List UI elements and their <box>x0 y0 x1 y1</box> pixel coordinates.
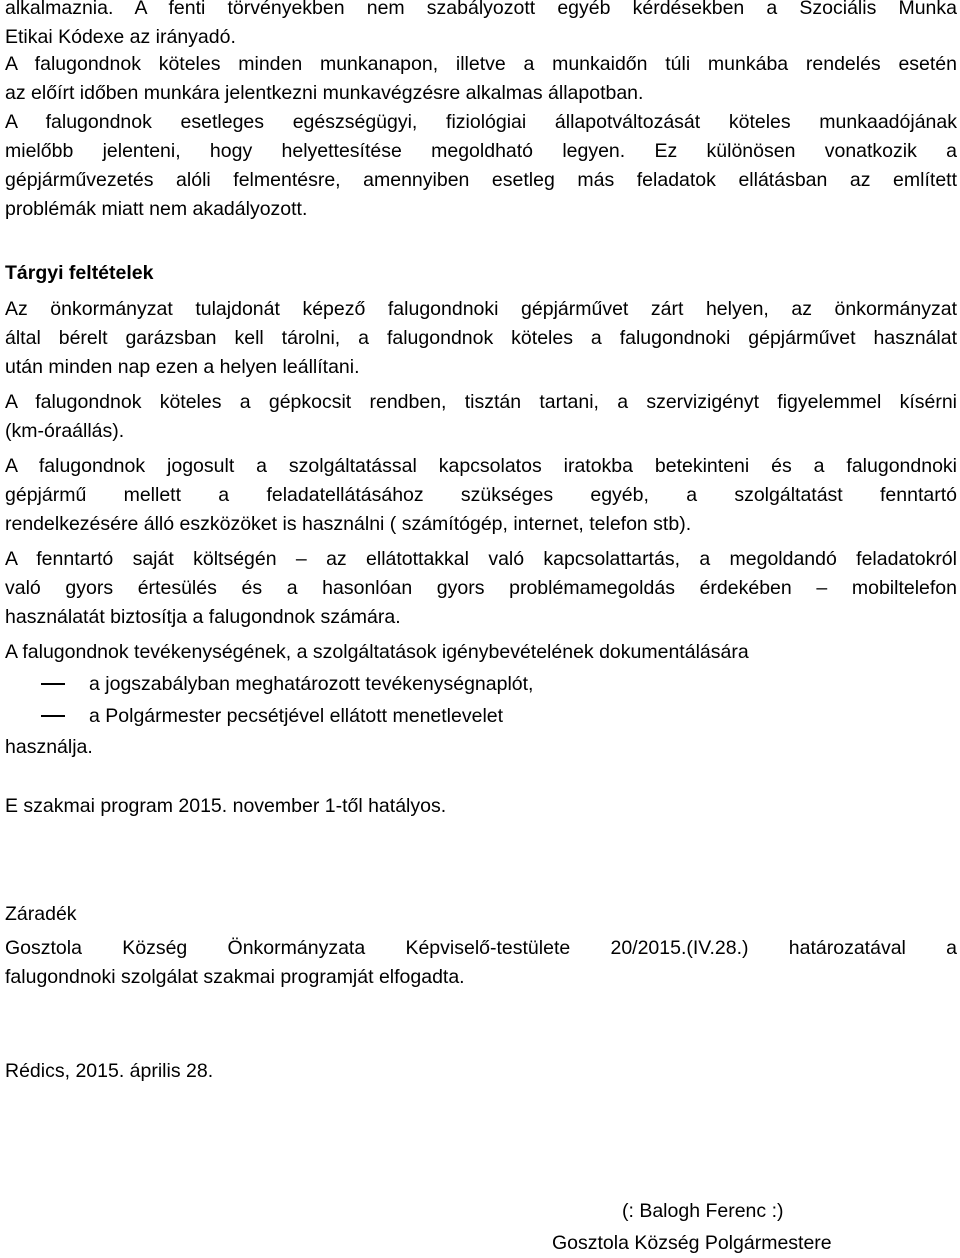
text-line: Az önkormányzat tulajdonát képező falugondnoki gépjárművet zárt helyen, az önkormányzat <box>5 298 957 320</box>
intro-paragraph-2 <box>5 50 957 108</box>
section-paragraph-6: használja. <box>5 736 93 758</box>
place-date: Rédics, 2015. április 28. <box>5 1060 214 1082</box>
text-line: A fenntartó saját költségén – az ellátottakkal való kapcsolattartás, a megoldandó feladatokról <box>5 548 957 570</box>
clause-title: Záradék <box>5 903 77 925</box>
effective-date: E szakmai program 2015. november 1-től hatályos. <box>5 795 447 817</box>
text-line: falugondnoki szolgálat szakmai programját elfogadta. <box>5 966 465 988</box>
text-line: az előírt időben munkára jelentkezni munkavégzésre alkalmas állapotban. <box>5 82 644 104</box>
text-line: által bérelt garázsban kell tárolni, a falugondnok köteles a falugondnoki gépjárművet használat <box>5 327 957 349</box>
section-paragraph-3 <box>5 452 957 539</box>
dash-bullet-icon <box>41 683 65 685</box>
text-line: A falugondnok köteles minden munkanapon, illetve a munkaidőn túli munkába rendelés esetén <box>5 53 957 75</box>
text-line: után minden nap ezen a helyen leállítani. <box>5 356 360 378</box>
documentation-list <box>5 668 957 732</box>
text-line: Etikai Kódexe az irányadó. <box>5 26 236 48</box>
text-line: használatát biztosítja a falugondnok számára. <box>5 606 401 628</box>
text-line: problémák miatt nem akadályozott. <box>5 198 308 220</box>
section-paragraph-2 <box>5 388 957 446</box>
text-line: való gyors értesülés és a hasonlóan gyors problémamegoldás érdekében – mobiltelefon <box>5 577 957 599</box>
section-heading: Tárgyi feltételek <box>5 262 154 284</box>
text-line: alkalmaznia. A fenti törvényekben nem szabályozott egyéb kérdésekben a Szociális Munka <box>5 0 957 19</box>
clause-text <box>5 934 957 992</box>
text-line: rendelkezésére álló eszközöket is használni ( számítógép, internet, telefon stb). <box>5 513 692 535</box>
list-item <box>5 700 957 732</box>
text-line: gépjármű mellett a feladatellátásához szükséges egyéb, a szolgáltatást fenntartó <box>5 484 957 506</box>
document-body <box>5 0 957 1086</box>
list-item-text: a Polgármester pecsétjével ellátott menetlevelet <box>89 705 504 727</box>
intro-paragraph-3 <box>5 108 957 224</box>
text-line: A falugondnok jogosult a szolgáltatással kapcsolatos iratokba betekinteni és a falugondnoki <box>5 455 957 477</box>
text-line: gépjárművezetés alóli felmentésre, amennyiben esetleg más feladatok ellátásban az említett <box>5 169 957 191</box>
text-line: A falugondnok esetleges egészségügyi, fiziológiai állapotváltozását köteles munkaadójának <box>5 111 957 133</box>
section-paragraph-4 <box>5 545 957 632</box>
signature-title: Gosztola Község Polgármestere <box>552 1232 832 1254</box>
list-item <box>5 668 957 700</box>
text-line: A falugondnok köteles a gépkocsit rendben, tisztán tartani, a szervizigényt figyelemmel kísérni <box>5 391 957 413</box>
list-item-text: a jogszabályban meghatározott tevékenységnaplót, <box>89 673 534 695</box>
signature-name: (: Balogh Ferenc :) <box>622 1200 784 1222</box>
intro-paragraph-1 <box>5 0 957 52</box>
text-line: mielőbb jelenteni, hogy helyettesítése megoldható legyen. Ez különösen vonatkozik a <box>5 140 957 162</box>
section-paragraph-5: A falugondnok tevékenységének, a szolgáltatások igénybevételének dokumentálására <box>5 641 749 663</box>
section-paragraph-1 <box>5 295 957 382</box>
dash-bullet-icon <box>41 715 65 717</box>
text-line: (km-óraállás). <box>5 420 125 442</box>
text-line: Gosztola Község Önkormányzata Képviselő-testülete 20/2015.(IV.28.) határozatával a <box>5 937 957 959</box>
